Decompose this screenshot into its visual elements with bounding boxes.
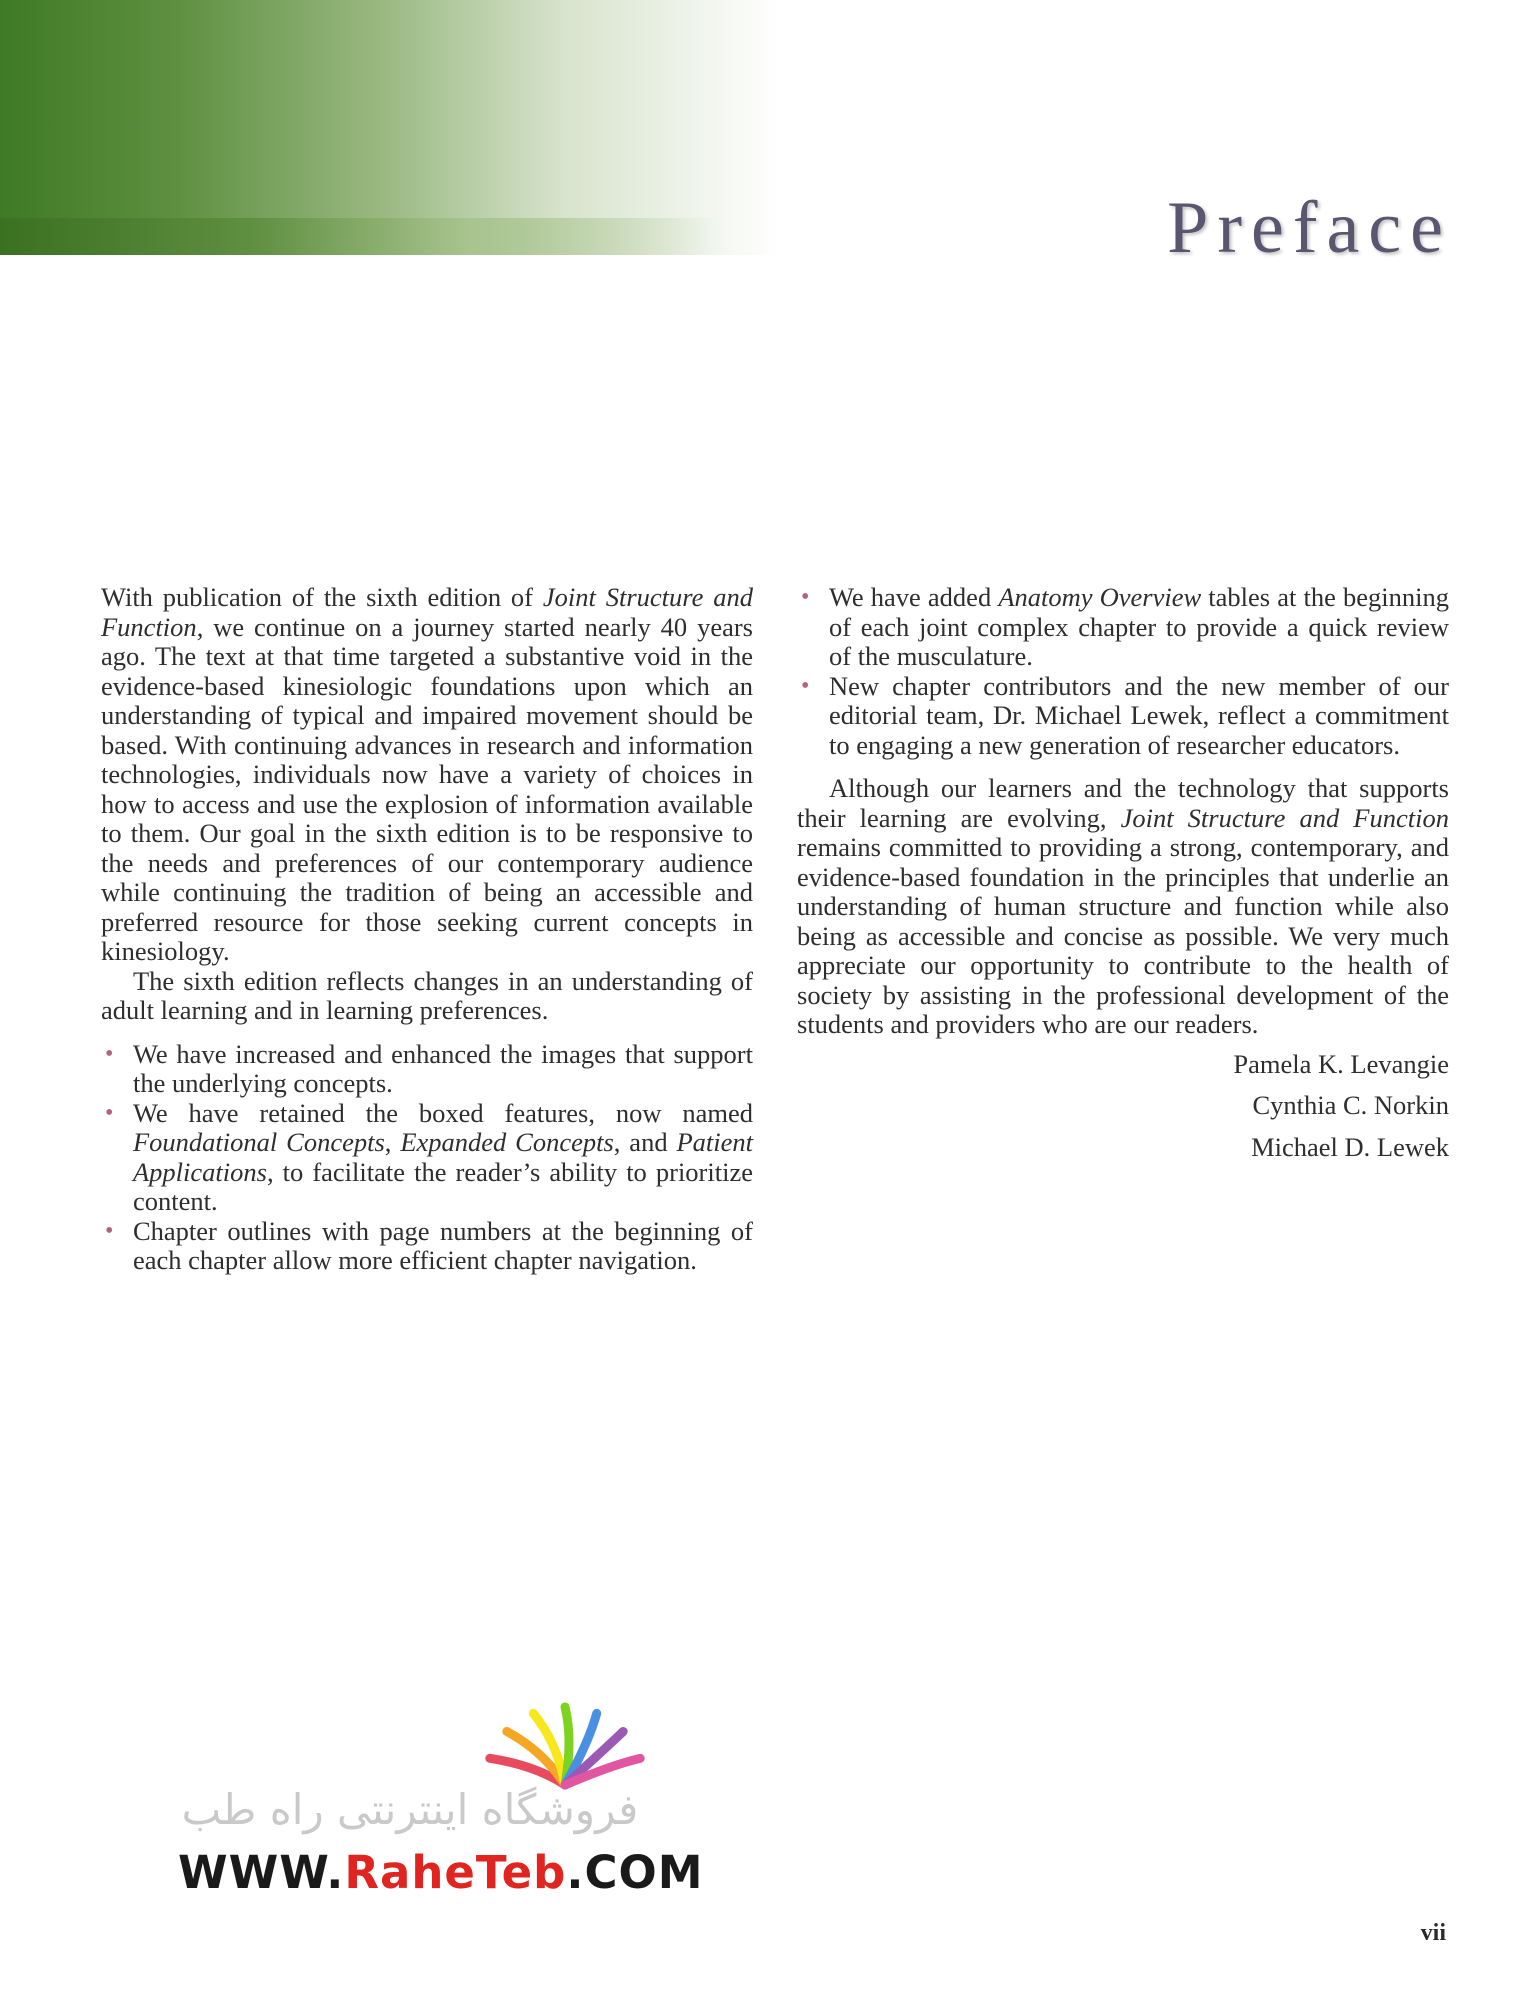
body-text: We have added — [829, 582, 999, 612]
left-column — [101, 583, 753, 1276]
body-text: , and — [613, 1127, 677, 1157]
list-item-text — [829, 582, 1449, 671]
url-suffix: .COM — [566, 1846, 704, 1899]
signature-levangie: Pamela K. Levangie — [1233, 1048, 1449, 1079]
header-gradient-band — [0, 0, 780, 255]
signature-norkin: Cynthia C. Norkin — [1252, 1090, 1449, 1120]
italic-title-text: Joint Structure and Function — [101, 582, 754, 642]
italic-title-text: Expanded Concepts — [400, 1127, 614, 1157]
body-text: With publication of the sixth edition of — [101, 582, 543, 612]
intro-paragraph — [101, 583, 753, 967]
closing-paragraph — [797, 774, 1449, 1040]
page-title: Preface — [1167, 187, 1452, 269]
bullet-dot-icon: • — [105, 1217, 114, 1244]
watermark-url — [178, 1846, 704, 1899]
body-text: New chapter contributors and the new member of our editorial team, Dr. Michael Lewek, reflect a commitment to engaging a new generation of researcher educators. — [829, 670, 1449, 760]
open-book-fan-icon — [480, 1700, 650, 1790]
url-brand: RaheTeb — [344, 1846, 567, 1899]
list-item-text — [133, 1216, 753, 1276]
bullet-dot-icon: • — [801, 584, 810, 610]
bullet-dot-icon: • — [105, 1040, 114, 1067]
body-text: Although our learners and the technology that supports their learning are evolving, — [797, 773, 1449, 833]
list-item — [797, 672, 1449, 761]
body-text: remains committed to providing a strong, contemporary, and evidence-based foundation in the principles that underlie an understanding of human structure and function while also being as accessible and concise as possible. We very much appreciate our opportunity to contribute to the health of society by assisting in the professional development of the students and providers who are our readers. — [797, 832, 1449, 1039]
italic-title-text: Patient Applications — [133, 1127, 754, 1187]
body-text: , — [384, 1127, 401, 1157]
body-text: We have retained the boxed features, now named — [133, 1097, 753, 1128]
list-item — [101, 1217, 753, 1276]
learning-paragraph: The sixth edition reflects changes in an understanding of adult learning and in learning preferences. — [101, 965, 753, 1025]
left-bullet-list — [101, 1040, 753, 1276]
right-column — [797, 583, 1449, 1162]
body-text: Chapter outlines with page numbers at the beginning of each chapter allow more efficient chapter navigation. — [133, 1215, 753, 1275]
body-text: We have increased and enhanced the images that support the underlying concepts. — [133, 1038, 753, 1098]
watermark-persian-text: فروشگاه اینترنتی راه طب — [181, 1785, 639, 1834]
italic-title-text: Foundational Concepts — [133, 1127, 385, 1157]
header-gradient-strip — [0, 218, 720, 255]
body-text: , we continue on a journey started nearly 40 years ago. The text at that time targeted a substantive void in the evidence-based kinesiologic foundations upon which an understanding of typical and impaired movement should be based. With continuing advances in research and information technologies, individuals now have a variety of choices in how to access and use the explosion of information available to them. Our goal in the sixth edition is to be responsive to the needs and preferences of our contemporary audience while continuing the tradition of being an accessible and preferred resource for those seeking current concepts in kinesiology. — [101, 611, 753, 966]
raheteb-watermark — [170, 1700, 704, 1900]
url-prefix: WWW. — [178, 1846, 345, 1899]
body-text: tables at the beginning of each joint complex chapter to provide a quick review of the musculature. — [829, 582, 1449, 671]
list-item — [101, 1099, 753, 1217]
signature-lewek: Michael D. Lewek — [1251, 1131, 1449, 1162]
list-item — [797, 583, 1449, 672]
italic-title-text: Anatomy Overview — [998, 582, 1202, 612]
bullet-dot-icon: • — [801, 672, 810, 699]
list-item — [101, 1040, 753, 1099]
list-item-text — [829, 671, 1449, 760]
list-item-text — [133, 1098, 753, 1217]
list-item-text — [133, 1039, 753, 1099]
right-bullet-list — [797, 583, 1449, 760]
page-number: vii — [1420, 1920, 1446, 1946]
italic-title-text: Joint Structure and Function — [1120, 802, 1449, 833]
body-text: , to facilitate the reader’s ability to prioritize content. — [133, 1156, 753, 1216]
bullet-dot-icon: • — [105, 1099, 114, 1126]
